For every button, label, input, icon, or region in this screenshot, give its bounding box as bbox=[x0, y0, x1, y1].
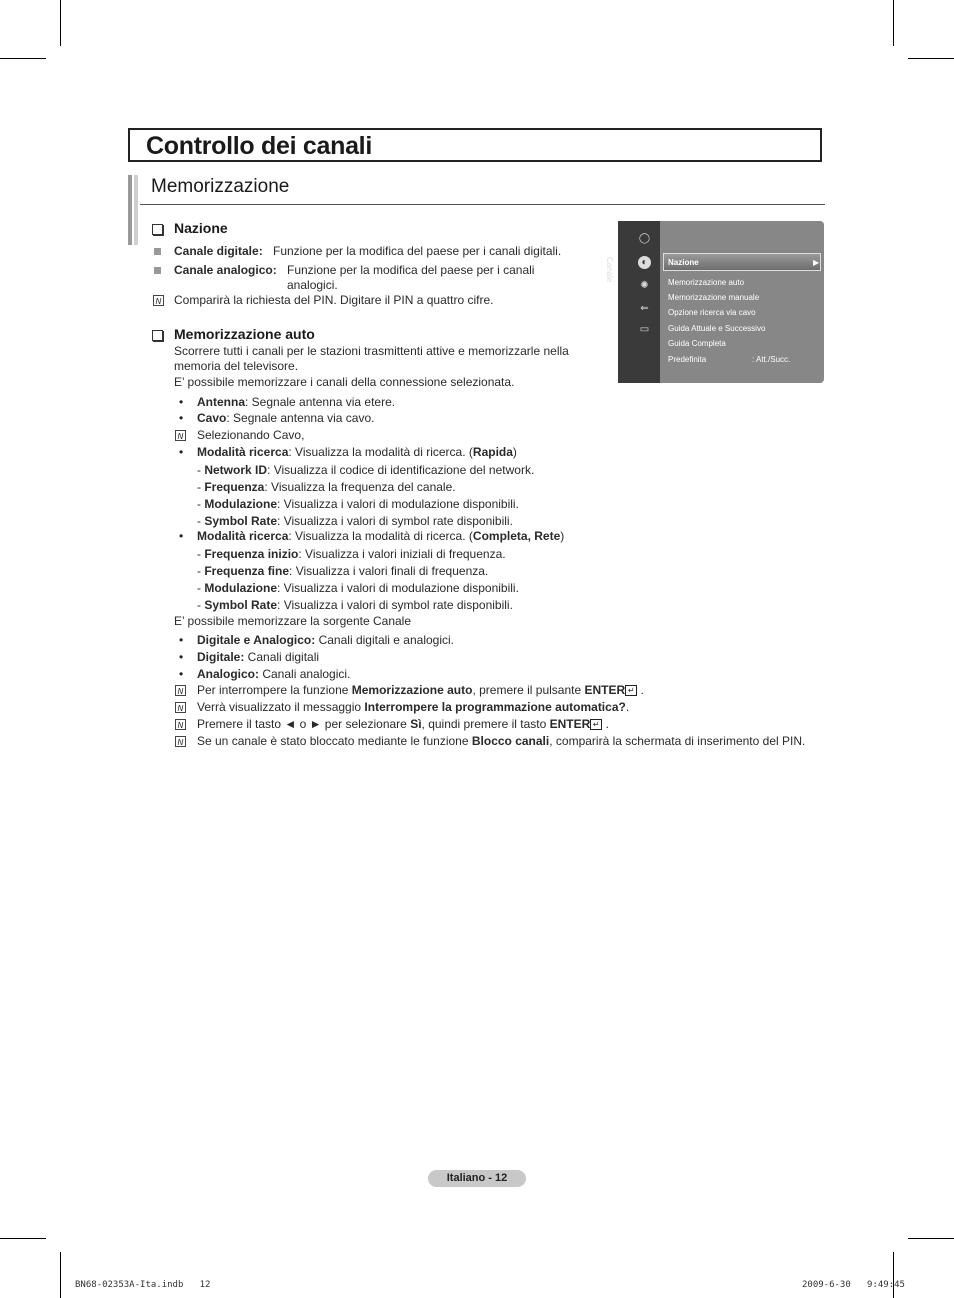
sub1-item: - Modulazione: Visualizza i valori di modulazione disponibili. bbox=[197, 497, 519, 511]
source-item: Digitale e Analogico: Canali digitali e analogici. bbox=[197, 633, 454, 647]
modalita-ricerca-completa: Modalità ricerca: Visualizza la modalità di ricerca. (Completa, Rete) bbox=[197, 529, 565, 543]
square-bullet-icon bbox=[154, 248, 161, 255]
osd-item[interactable]: Predefinita bbox=[668, 355, 707, 364]
nazione-note: Comparirà la richiesta del PIN. Digitare il PIN a quattro cifre. bbox=[174, 293, 494, 307]
osd-item[interactable]: Guida Attuale e Successivo bbox=[668, 324, 766, 333]
note-blocked: Se un canale è stato bloccato mediante le funzione Blocco canali, comparirà la schermata di inserimento del PIN. bbox=[197, 734, 806, 748]
note-icon: N bbox=[175, 719, 186, 730]
osd-arrow-right-icon: ▶ bbox=[813, 258, 820, 267]
crop-mark bbox=[908, 58, 954, 59]
nazione-digital-label: Canale digitale: bbox=[174, 244, 263, 258]
crop-mark bbox=[908, 1238, 954, 1239]
enter-icon: ↵ bbox=[625, 685, 637, 696]
note-icon: N bbox=[175, 430, 186, 441]
cavo-note: Selezionando Cavo, bbox=[197, 428, 305, 442]
osd-predefinita-value: : Att./Succ. bbox=[752, 355, 791, 364]
bullet-dot: • bbox=[179, 445, 184, 459]
osd-item[interactable]: Memorizzazione auto bbox=[668, 278, 745, 287]
print-date-info: 2009-6-30 9:49:45 bbox=[802, 1280, 905, 1290]
nazione-digital-text: Funzione per la modifica del paese per i canali digitali. bbox=[273, 244, 562, 258]
osd-item[interactable]: Memorizzazione manuale bbox=[668, 293, 760, 302]
note-select: Premere il tasto ◄ o ► per selezionare Sì, quindi premere il tasto ENTER ↵ . bbox=[197, 717, 609, 731]
sub1-item: - Frequenza: Visualizza la frequenza del canale. bbox=[197, 480, 456, 494]
osd-side-label: Canale bbox=[605, 257, 614, 283]
source-intro: E’ possibile memorizzare la sorgente Canale bbox=[174, 614, 411, 628]
osd-selected-label: Nazione bbox=[668, 258, 699, 267]
section-divider bbox=[140, 204, 825, 205]
sub2-item: - Symbol Rate: Visualizza i valori di symbol rate disponibili. bbox=[197, 598, 513, 612]
bullet-dot: • bbox=[179, 529, 184, 543]
crop-mark bbox=[0, 1238, 46, 1239]
crop-mark bbox=[60, 1252, 61, 1298]
sub1-item: - Network ID: Visualizza il codice di identificazione del network. bbox=[197, 463, 535, 477]
note-icon: N bbox=[175, 702, 186, 713]
bullet-dot: • bbox=[179, 633, 184, 647]
crop-mark bbox=[893, 1252, 894, 1298]
setup-icon: ✺ bbox=[640, 280, 649, 291]
bullet-dot: • bbox=[179, 650, 184, 664]
sub2-item: - Frequenza inizio: Visualizza i valori iniziali di frequenza. bbox=[197, 547, 506, 561]
note-icon: N bbox=[175, 736, 186, 747]
crop-mark bbox=[893, 0, 894, 46]
note-message: Verrà visualizzato il messaggio Interrompere la programmazione automatica?. bbox=[197, 700, 630, 714]
square-bullet-icon bbox=[154, 267, 161, 274]
antenna-item: Antenna: Segnale antenna via etere. bbox=[197, 395, 396, 409]
source-item: Analogico: Canali analogici. bbox=[197, 667, 351, 681]
nazione-heading: Nazione bbox=[174, 220, 228, 236]
bullet-dot: • bbox=[179, 667, 184, 681]
auto-desc-3: E’ possibile memorizzare i canali della connessione selezionata. bbox=[174, 375, 515, 389]
note-icon: N bbox=[153, 295, 164, 306]
input-icon: ⇐ bbox=[640, 303, 649, 314]
page-number: Italiano - 12 bbox=[428, 1170, 526, 1187]
osd-item[interactable]: Guida Completa bbox=[668, 339, 726, 348]
osd-item[interactable]: Opzione ricerca via cavo bbox=[668, 308, 756, 317]
auto-heading: Memorizzazione auto bbox=[174, 326, 315, 342]
nazione-analog-text: Funzione per la modifica del paese per i canali bbox=[287, 263, 535, 277]
checkbox-bullet-icon bbox=[152, 330, 163, 341]
tv-osd-menu bbox=[605, 221, 824, 383]
print-file-info: BN68-02353A-Ita.indb 12 bbox=[75, 1280, 211, 1290]
sub1-item: - Symbol Rate: Visualizza i valori di symbol rate disponibili. bbox=[197, 514, 513, 528]
source-item: Digitale: Canali digitali bbox=[197, 650, 320, 664]
nazione-analog-text-2: analogici. bbox=[287, 278, 338, 292]
bullet-dot: • bbox=[179, 411, 184, 425]
enter-icon: ↵ bbox=[590, 719, 602, 730]
page-title-box bbox=[128, 128, 822, 162]
bullet-dot: • bbox=[179, 395, 184, 409]
modalita-ricerca-rapida: Modalità ricerca: Visualizza la modalità di ricerca. (Rapida) bbox=[197, 445, 517, 459]
page-title: Controllo dei canali bbox=[146, 132, 372, 160]
sub2-item: - Frequenza fine: Visualizza i valori finali di frequenza. bbox=[197, 564, 489, 578]
nazione-analog-label: Canale analogico: bbox=[174, 263, 277, 277]
sub2-item: - Modulazione: Visualizza i valori di modulazione disponibili. bbox=[197, 581, 519, 595]
section-title: Memorizzazione bbox=[151, 176, 290, 197]
section-bar bbox=[134, 175, 138, 245]
section-bar bbox=[128, 175, 132, 245]
picture-icon: ◯ bbox=[638, 233, 651, 244]
crop-mark bbox=[0, 58, 46, 59]
auto-desc-2: memoria del televisore. bbox=[174, 359, 299, 373]
checkbox-bullet-icon bbox=[152, 224, 163, 235]
channel-icon: ◐ bbox=[638, 256, 651, 269]
auto-desc-1: Scorrere tutti i canali per le stazioni trasmittenti attive e memorizzarle nella bbox=[174, 344, 569, 358]
crop-mark bbox=[60, 0, 61, 46]
support-icon: ▭ bbox=[639, 324, 650, 335]
note-icon: N bbox=[175, 685, 186, 696]
note-stop-auto: Per interrompere la funzione Memorizzazione auto, premere il pulsante ENTER ↵ . bbox=[197, 683, 644, 697]
cavo-item: Cavo: Segnale antenna via cavo. bbox=[197, 411, 375, 425]
